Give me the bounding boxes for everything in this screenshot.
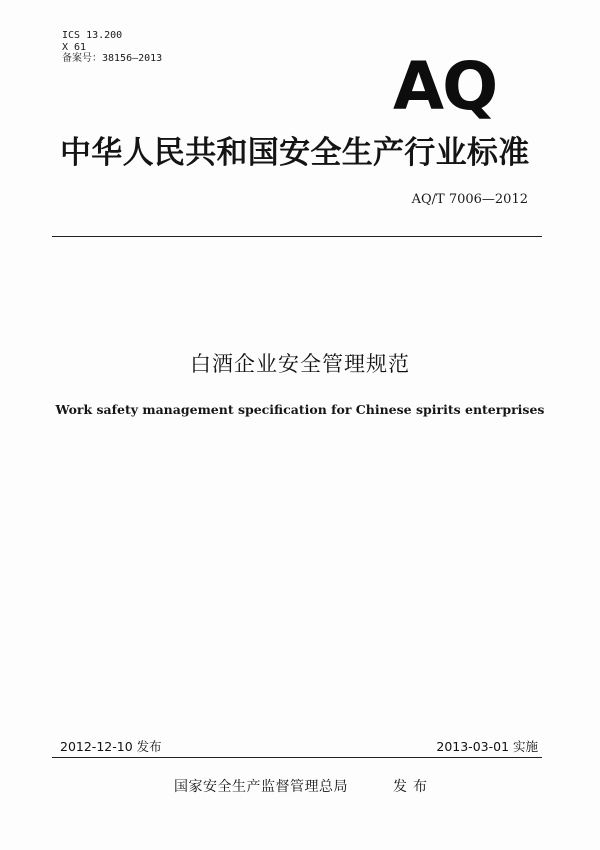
implementation-date: 2013-03-01 实施 (436, 739, 538, 754)
record-number: 备案号：38156—2013 (62, 53, 163, 64)
publish-label: 发布 (393, 779, 433, 795)
ics-code: ICS 13.200 (62, 30, 123, 41)
publisher-name: 国家安全生产监督管理总局 (174, 779, 348, 795)
issue-date: 2012-12-10 发布 (60, 739, 162, 754)
top-divider (52, 236, 542, 237)
aq-logo: AQ (393, 48, 497, 125)
classification-block (62, 30, 162, 65)
bottom-divider (52, 757, 542, 758)
standard-category-title: 中华人民共和国安全生产行业标准 (60, 135, 530, 171)
document-title-chinese: 白酒企业安全管理规范 (190, 352, 410, 376)
document-title-english: Work safety management specification for Chinese spirits enterprises (55, 402, 545, 417)
standard-number: AQ/T 7006—2012 (411, 192, 528, 207)
classification-code: X 61 (62, 41, 87, 53)
